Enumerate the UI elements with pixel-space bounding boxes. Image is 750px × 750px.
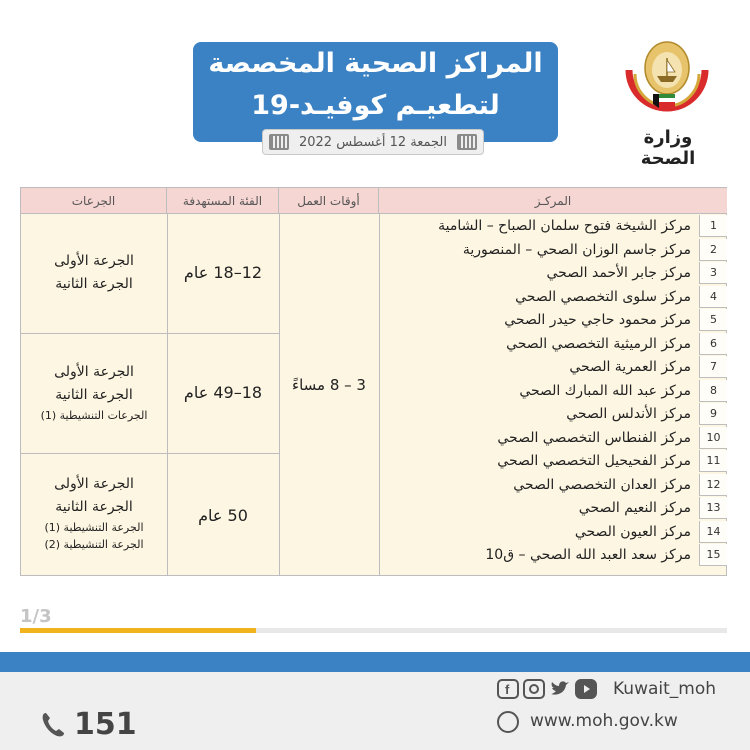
age-group: 18–49 عام xyxy=(183,383,263,402)
calendar-icon xyxy=(269,134,289,150)
center-name: مركز العيون الصحي xyxy=(574,523,691,540)
date-text: الجمعة 12 أغسطس 2022 xyxy=(298,134,447,150)
row-number: 5 xyxy=(699,309,727,331)
row-number: 2 xyxy=(699,239,727,261)
title-banner xyxy=(193,42,558,142)
row-number: 10 xyxy=(699,427,727,449)
date-pill xyxy=(262,129,484,155)
group-divider xyxy=(21,453,279,454)
title-line-1: المراكز الصحية المخصصة xyxy=(208,48,543,79)
dose-label: الجرعة الثانية xyxy=(55,387,133,403)
center-name: مركز محمود حاجي حيدر الصحي xyxy=(504,312,691,328)
header-hours: أوقات العمل xyxy=(279,188,379,214)
row-number: 13 xyxy=(699,497,727,519)
row-number: 6 xyxy=(699,333,727,355)
center-name: مركز العدان التخصصي الصحي xyxy=(513,476,691,493)
dose-label: الجرعة الأولى xyxy=(54,476,134,492)
row-number: 15 xyxy=(699,544,727,566)
center-name: مركز الشيخة فتوح سلمان الصباح – الشامية xyxy=(438,218,691,234)
doses-cell xyxy=(21,361,167,424)
twitter-icon[interactable] xyxy=(549,679,571,699)
ministry-name: وزارة الصحة xyxy=(640,127,696,169)
center-name: مركز الفنطاس التخصصي الصحي xyxy=(497,429,691,446)
group-divider xyxy=(21,333,279,334)
center-name: مركز النعيم الصحي xyxy=(578,500,691,516)
center-name: مركز جاسم الوزان الصحي – المنصورية xyxy=(462,241,691,258)
hotline-number: 151 xyxy=(74,707,137,742)
age-group: 12–18 عام xyxy=(183,263,263,282)
facebook-icon[interactable] xyxy=(497,679,519,699)
website-link[interactable]: www.moh.gov.kw xyxy=(530,711,678,731)
header-doses: الجرعات xyxy=(21,188,167,214)
social-handle[interactable]: Kuwait_moh xyxy=(613,679,717,699)
footer-band xyxy=(0,652,750,672)
header-center: المركـز xyxy=(379,188,727,214)
dose-label: الجرعة الثانية xyxy=(55,276,133,292)
center-name: مركز العمرية الصحي xyxy=(569,359,691,375)
row-number: 9 xyxy=(699,403,727,425)
ministry-logo xyxy=(617,30,717,120)
doses-cell xyxy=(21,473,167,553)
dose-label: الجرعة الأولى xyxy=(54,364,134,380)
phone-icon xyxy=(40,711,66,739)
progress-bar xyxy=(20,628,727,633)
hotline[interactable] xyxy=(40,707,137,742)
progress-fill xyxy=(20,628,256,633)
calendar-icon xyxy=(457,134,477,150)
booster-label: الجرعة التنشيطية (1) xyxy=(44,521,144,534)
instagram-icon[interactable] xyxy=(523,679,545,699)
working-hours: 3 – 8 مساءً xyxy=(292,376,366,394)
divider xyxy=(279,214,280,576)
row-number: 7 xyxy=(699,356,727,378)
dose-label: الجرعة الثانية xyxy=(55,499,133,515)
center-name: مركز جابر الأحمد الصحي xyxy=(546,265,691,281)
social-icons xyxy=(497,678,597,700)
center-name: مركز سعد العبد الله الصحي – ق10 xyxy=(485,547,691,563)
page-indicator: 1/3 xyxy=(20,606,52,627)
center-name: مركز سلوى التخصصي الصحي xyxy=(515,288,691,305)
header-target: الفئة المستهدفة xyxy=(167,188,279,214)
age-group: 50 عام xyxy=(198,506,248,525)
row-number: 4 xyxy=(699,286,727,308)
center-name: مركز الأندلس الصحي xyxy=(566,406,691,422)
row-number: 1 xyxy=(699,215,727,237)
globe-icon xyxy=(497,711,519,733)
center-name: مركز الفحيحيل التخصصي الصحي xyxy=(497,453,691,469)
svg-text:f: f xyxy=(505,682,510,697)
title-line-2: لتطعيـم كوفيـد-19 xyxy=(251,90,500,121)
row-number: 12 xyxy=(699,474,727,496)
centers-table xyxy=(20,187,727,576)
youtube-icon[interactable] xyxy=(575,679,597,699)
booster-label: الجرعات التنشيطية (1) xyxy=(40,409,148,422)
row-number: 3 xyxy=(699,262,727,284)
center-name: مركز الرميثية التخصصي الصحي xyxy=(506,335,691,352)
divider xyxy=(379,214,380,576)
booster-label: الجرعة التنشيطية (2) xyxy=(44,538,144,551)
dose-label: الجرعة الأولى xyxy=(54,253,134,269)
row-number: 8 xyxy=(699,380,727,402)
doses-cell xyxy=(21,250,167,296)
center-name: مركز عبد الله المبارك الصحي xyxy=(519,382,691,399)
row-number: 11 xyxy=(699,450,727,472)
row-number: 14 xyxy=(699,521,727,543)
